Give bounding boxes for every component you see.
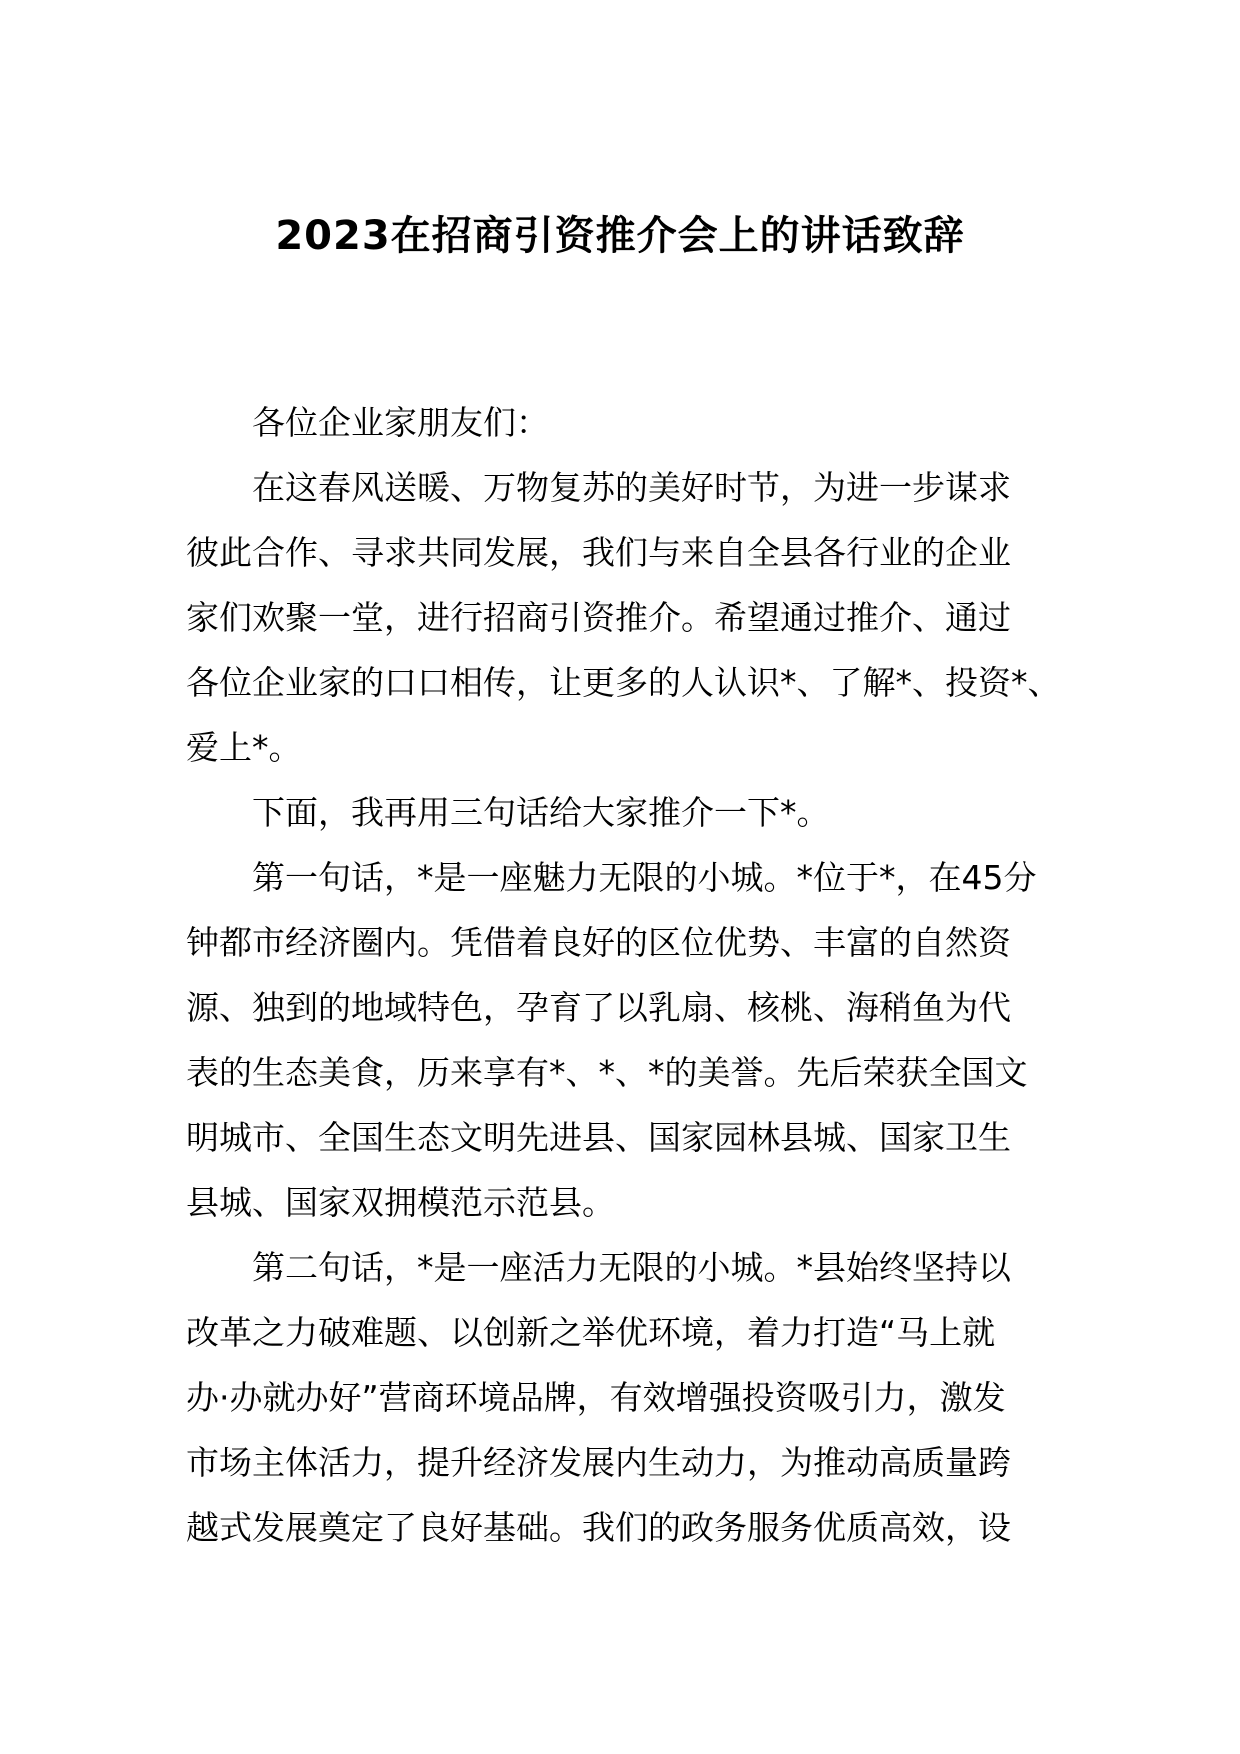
text-line: 爱上*。 xyxy=(186,728,302,767)
text-line: 办·办就办好”营商环境品牌，有效增强投资吸引力，激发 xyxy=(186,1378,1006,1417)
document-title: 2023在招商引资推介会上的讲话致辞 xyxy=(275,213,965,259)
text-line: 在这春风送暖、万物复苏的美好时节，为进一步谋求 xyxy=(252,468,1011,507)
paragraph xyxy=(186,780,1066,845)
text-line: 各位企业家朋友们： xyxy=(252,403,549,442)
text-line: 改革之力破难题、以创新之举优环境，着力打造“马上就 xyxy=(186,1313,996,1352)
text-line: 越式发展奠定了良好基础。我们的政务服务优质高效，设 xyxy=(186,1508,1011,1547)
paragraph xyxy=(186,1235,1066,1560)
text-line: 彼此合作、寻求共同发展，我们与来自全县各行业的企业 xyxy=(186,533,1011,572)
text-line: 源、独到的地域特色，孕育了以乳扇、核桃、海稍鱼为代 xyxy=(186,988,1011,1027)
text-line: 县城、国家双拥模范示范县。 xyxy=(186,1183,615,1222)
text-line: 明城市、全国生态文明先进县、国家园林县城、国家卫生 xyxy=(186,1118,1011,1157)
paragraph xyxy=(186,455,1066,780)
text-line: 第二句话，*是一座活力无限的小城。*县始终坚持以 xyxy=(252,1248,1011,1287)
text-line: 第一句话，*是一座魅力无限的小城。*位于*，在45分 xyxy=(252,858,1037,897)
text-line: 家们欢聚一堂，进行招商引资推介。希望通过推介、通过 xyxy=(186,598,1011,637)
paragraph xyxy=(186,390,1066,455)
text-line: 下面，我再用三句话给大家推介一下*。 xyxy=(252,793,830,832)
text-line: 钟都市经济圈内。凭借着良好的区位优势、丰富的自然资 xyxy=(186,923,1011,962)
text-line: 表的生态美食，历来享有*、*、*的美誉。先后荣获全国文 xyxy=(186,1053,1028,1092)
document-body xyxy=(186,390,1066,1560)
paragraph xyxy=(186,845,1066,1235)
text-line: 各位企业家的口口相传，让更多的人认识*、了解*、投资*、 xyxy=(186,663,1061,702)
text-line: 市场主体活力，提升经济发展内生动力，为推动高质量跨 xyxy=(186,1443,1011,1482)
